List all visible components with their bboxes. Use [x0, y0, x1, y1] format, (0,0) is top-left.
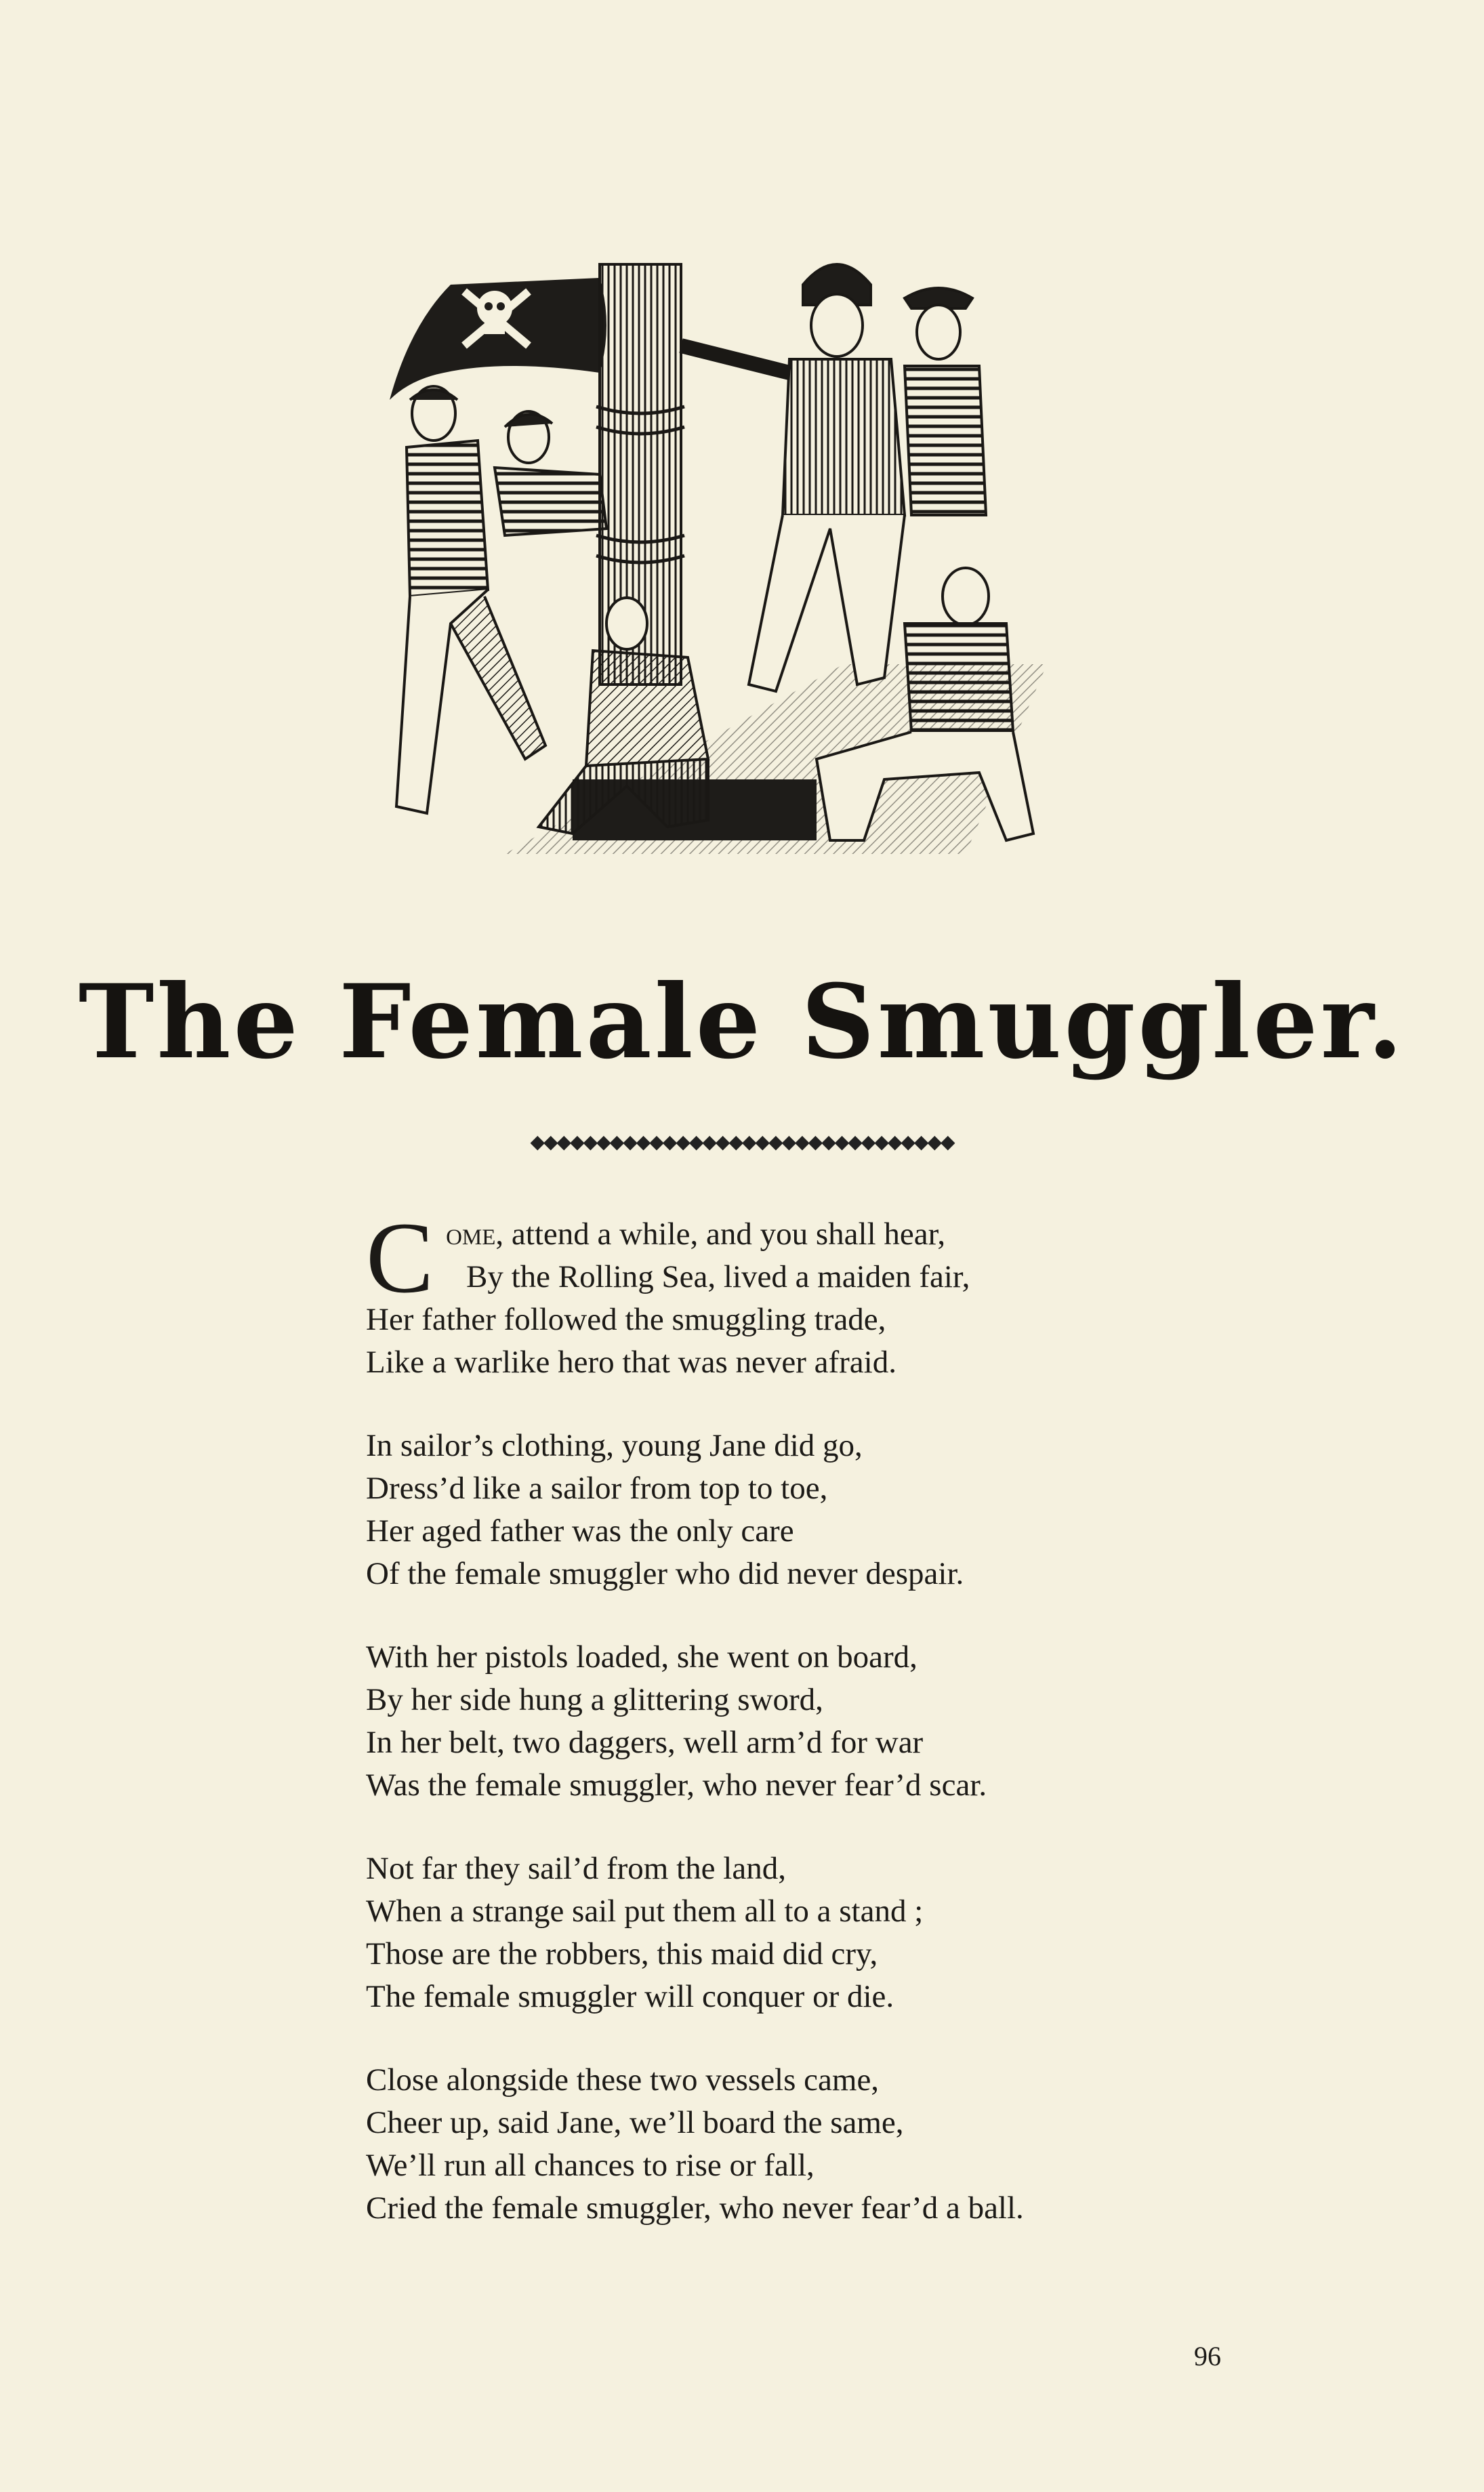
poem-line: Of the female smuggler who did never despair.: [366, 1556, 964, 1591]
stanza: [366, 2059, 1247, 2230]
stanza: [366, 1202, 1247, 1384]
poem-line: Cheer up, said Jane, we’ll board the same,: [366, 2105, 904, 2140]
poem-line: [366, 1213, 1247, 1256]
poem-line: Like a warlike hero that was never afraid.: [366, 1345, 896, 1380]
poem-line: In her belt, two daggers, well arm’d for war: [366, 1725, 924, 1760]
poem-line: Close alongside these two vessels came,: [366, 2062, 880, 2098]
drop-cap: C: [366, 1202, 434, 1314]
stanza: [366, 1425, 1247, 1595]
stanza: [366, 1636, 1247, 1807]
poem-line: With her pistols loaded, she went on board,: [366, 1639, 918, 1675]
poem-line: Dress’d like a sailor from top to toe,: [366, 1471, 828, 1506]
poem-line: Her aged father was the only care: [366, 1513, 794, 1549]
poem-line: Cried the female smuggler, who never fear’d a ball.: [366, 2190, 1024, 2226]
poem-line: Not far they sail’d from the land,: [366, 1851, 786, 1886]
sailor-figure-right: [905, 288, 986, 515]
poem-line: The female smuggler will conquer or die.: [366, 1979, 894, 2014]
poem-line: By the Rolling Sea, lived a maiden fair,: [466, 1259, 970, 1294]
page-title: The Female Smuggler.: [78, 962, 1406, 1082]
poem-line: Those are the robbers, this maid did cry,: [366, 1936, 878, 1972]
woodcut-ship-scene-icon: [369, 244, 1047, 867]
poem-line: When a strange sail put them all to a stand ;: [366, 1894, 924, 1929]
poem-line: We’ll run all chances to rise or fall,: [366, 2148, 815, 2183]
poem-line: In sailor’s clothing, young Jane did go,: [366, 1428, 863, 1463]
poem-line-rest: , attend a while, and you shall hear,: [495, 1217, 946, 1252]
officer-figure: [681, 264, 905, 691]
sailor-figure-second: [495, 411, 606, 535]
poem-line: Her father followed the smuggling trade,: [366, 1302, 886, 1337]
ornamental-rule: ◆◆◆◆◆◆◆◆◆◆◆◆◆◆◆◆◆◆◆◆◆◆◆◆◆◆◆◆◆◆◆◆: [530, 1130, 954, 1153]
poem-line: By her side hung a glittering sword,: [366, 1682, 823, 1717]
poem-line: Was the female smuggler, who never fear’d scar.: [366, 1768, 987, 1803]
page-number: 96: [1194, 2341, 1221, 2371]
poem: [366, 1202, 1247, 2270]
poem-line-smallcaps: ome: [446, 1217, 496, 1252]
stanza: [366, 1847, 1247, 2018]
